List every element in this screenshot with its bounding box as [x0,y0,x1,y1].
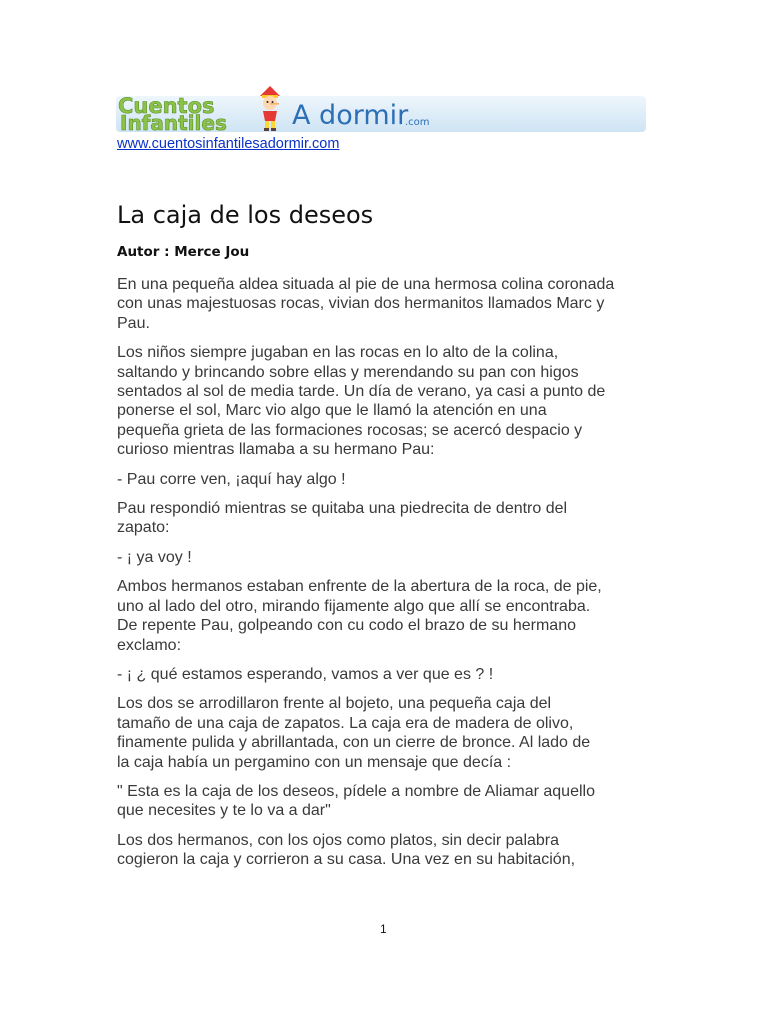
story-paragraph: - Pau corre ven, ¡aquí hay algo ! [117,470,346,488]
story-body [117,275,662,880]
story-paragraph: Los dos hermanos, con los ojos como platos, sin decir palabra cogieron la caja y corrieron a su casa. Una vez en su habitación, [117,831,576,869]
story-paragraph: En una pequeña aldea situada al pie de una hermosa colina coronada con unas majestuosas rocas, vivian dos hermanitos llamados Marc y Pau. [117,276,615,332]
logo-text-com: .com [405,117,430,128]
logo-text-infantiles: Infantiles [120,111,227,135]
story-paragraph: Pau respondió mientras se quitaba una piedrecita de dentro del zapato: [117,500,568,537]
logo-text-adormir: A dormir [292,100,409,131]
logo-text-cuentos: Cuentos [118,94,215,118]
website-link[interactable]: www.cuentosinfantilesadormir.com [117,136,340,152]
story-paragraph: Los dos se arrodillaron frente al bojeto, una pequeña caja del tamaño de una caja de zapatos. La caja era de madera de olivo, finamente pulida y abrillantada, con un cierre de bronce. Al lado de la caja había un pergamino con un mensaje que decía : [117,695,591,771]
story-title: La caja de los deseos [117,201,374,229]
story-paragraph: - ¡ ¿ qué estamos esperando, vamos a ver que es ? ! [117,665,494,683]
story-author: Autor : Merce Jou [117,244,250,260]
story-paragraph: " Esta es la caja de los deseos, pídele a nombre de Aliamar aquello que necesites y te lo va a dar" [117,782,595,820]
story-paragraph: - ¡ ya voy ! [117,548,192,566]
story-paragraph: Los niños siempre jugaban en las rocas en lo alto de la colina, saltando y brincando sobre ellas y merendando su pan con higos sentados al sol de media tarde. Un día de verano, ya casi a punto de ponerse el sol, Marc vio algo que le llamó la atención en una pequeña grieta de las formaciones rocosas; se acercó despacio y curioso mientras llamaba a su hermano Pau: [117,344,606,459]
page-number: 1 [380,922,387,936]
story-paragraph: Ambos hermanos estaban enfrente de la abertura de la roca, de pie, uno al lado del otro, mirando fijamente algo que allí se encontraba. De repente Pau, golpeando con cu codo el brazo de su hermano exclamo: [117,578,602,654]
pinocchio-mascot-icon [250,84,290,132]
